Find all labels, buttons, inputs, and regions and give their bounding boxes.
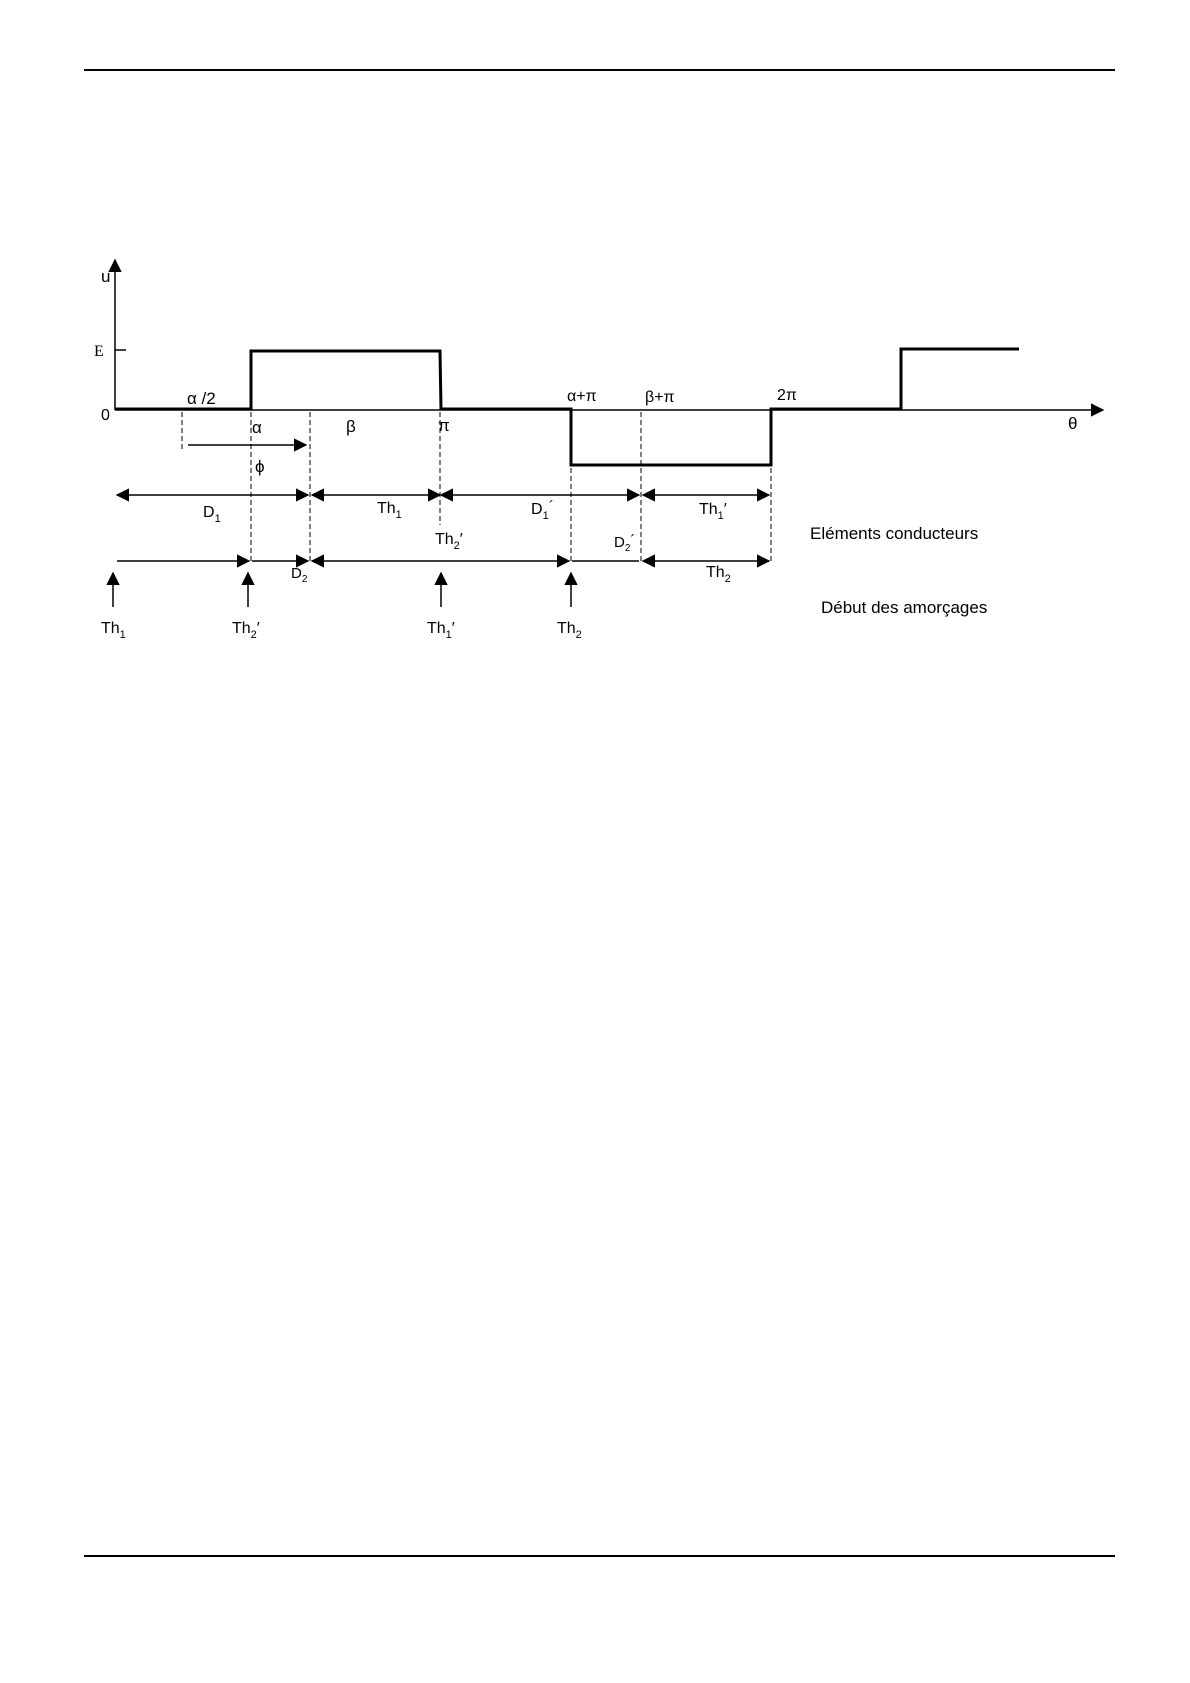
e-level-label: E	[94, 343, 104, 360]
y-axis-label: u	[101, 267, 111, 286]
row1-label-th1: $Th_1$	[377, 500, 402, 521]
label-phi: ϕ	[255, 457, 265, 476]
row2-label-th2-prime: $Th_2'$	[435, 531, 463, 552]
firing-label-th1-prime: $Th_1'$	[427, 620, 455, 641]
row2-label-d2: $D_2$	[291, 565, 308, 585]
row2-label-th2: $Th_2$	[706, 564, 731, 585]
firing-label-th2: $Th_2$	[557, 620, 582, 641]
firing-label-th2-prime: $Th_2'$	[232, 620, 260, 641]
firing-label-th1: $Th_1$	[101, 620, 126, 641]
label-alpha-plus-pi: α+π	[567, 388, 597, 405]
row1-label-th1-prime: $Th_1'$	[699, 501, 727, 522]
x-axis-label: θ	[1068, 414, 1078, 433]
conducting-elements-caption: Eléments conducteurs	[810, 524, 979, 543]
firing-start-caption: Début des amorçages	[821, 598, 988, 617]
row1-label-d1: $D_1$	[203, 504, 221, 525]
label-alpha-half: α /2	[187, 389, 216, 408]
label-beta-plus-pi: β+π	[645, 389, 675, 406]
label-pi: π	[438, 416, 450, 435]
origin-label: 0	[101, 407, 110, 424]
row2-label-d2-prime: $D_2´$	[614, 532, 636, 554]
row1-label-d1-prime: $D_1´$	[531, 499, 555, 522]
label-alpha: α	[252, 418, 262, 437]
label-two-pi: 2π	[777, 387, 797, 404]
label-beta: β	[346, 417, 356, 436]
